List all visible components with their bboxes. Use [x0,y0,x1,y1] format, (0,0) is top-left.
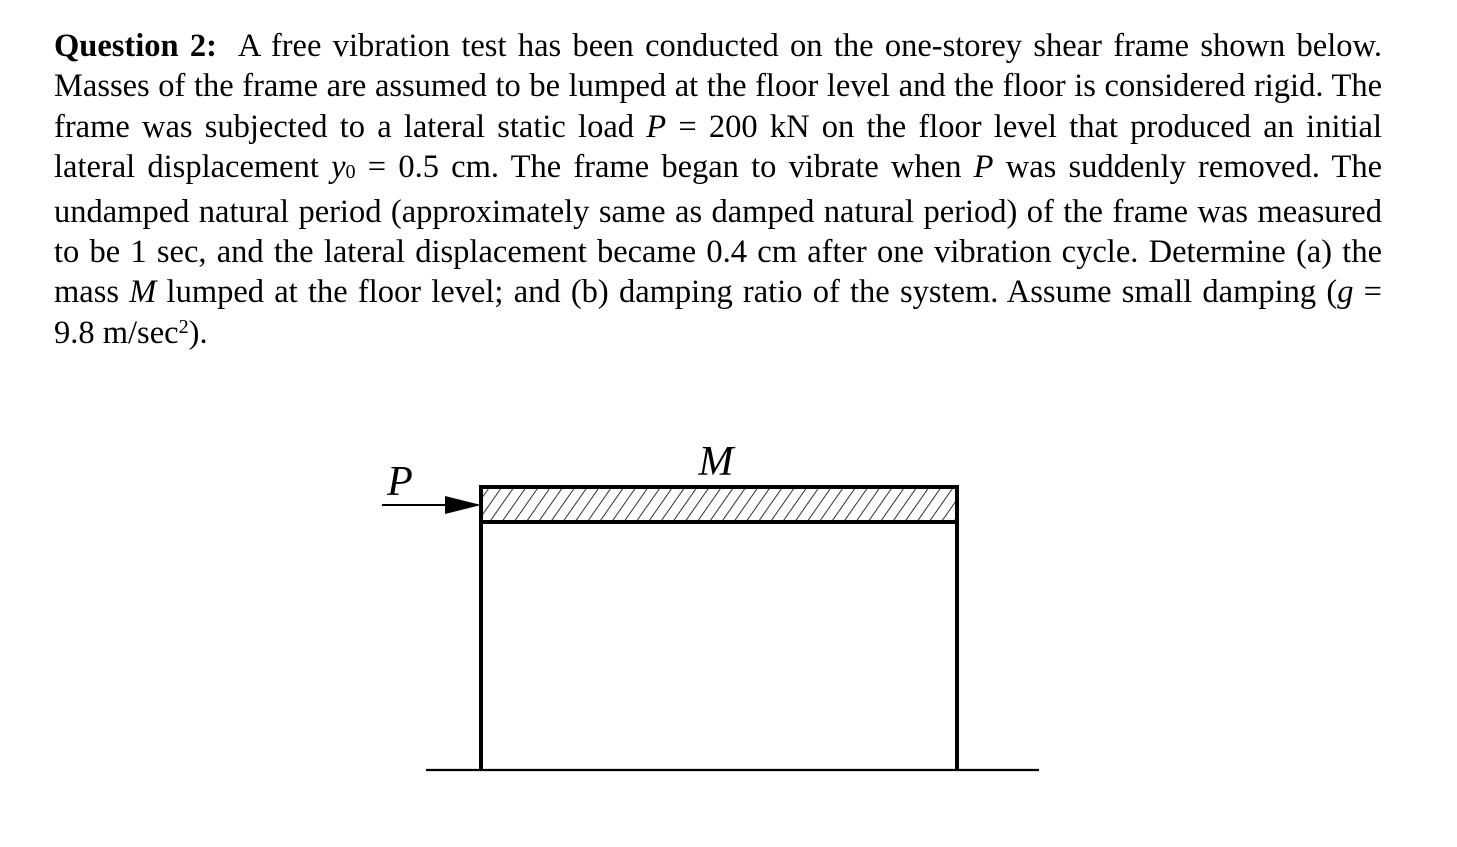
question-label: Question 2: [54,28,218,64]
question-text-part: = 9.8 m/sec [54,274,1382,351]
variable-p: P [973,149,994,186]
subscript-zero: 0 [345,161,356,184]
question-text-part: A free vibration test has been conducted on the one-storey shear frame shown below. Masses of the frame are assumed to be lumped at the floor level and the floor is considered rigid. The frame was subjected to a lateral static load [54,28,1382,145]
question-text-part: ). [188,314,208,351]
variable-y: y [331,149,346,186]
mass-label: M [698,439,734,485]
variable-g: g [1337,274,1354,311]
superscript-two: 2 [178,315,189,338]
load-label: P [387,459,413,505]
variable-p: P [646,108,667,145]
question-text-part: lumped at the floor level; and (b) damping ratio of the system. Assume small damping ( [156,274,1338,311]
question-text-part: was suddenly removed. The undamped natural period (approximately same as damped natural period) of the frame was measured to be 1 sec, and the lateral displacement became 0.4 cm after one vibration cycle. Determine (a) the mass [54,149,1382,311]
floor-slab [481,487,957,522]
question-text-part: = 200 kN on the floor level that produced an initial lateral displacement [54,108,1382,186]
question-text-part: = 0.5 cm. The frame began to vibrate when [355,149,974,186]
variable-m: M [129,274,157,311]
